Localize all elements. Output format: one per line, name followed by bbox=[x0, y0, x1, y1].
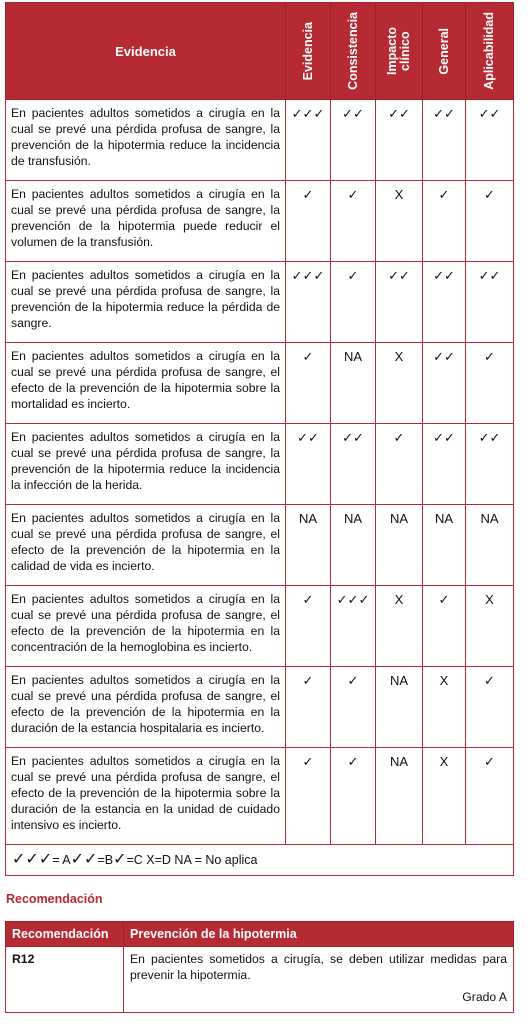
mark-aplicabilidad: ✓✓ bbox=[466, 424, 514, 505]
mark-impacto: X bbox=[376, 343, 423, 424]
mark-aplicabilidad: NA bbox=[466, 505, 514, 586]
mark-general: ✓ bbox=[423, 586, 466, 667]
header-evidencia: Evidencia bbox=[6, 3, 286, 100]
mark-aplicabilidad: ✓ bbox=[466, 667, 514, 748]
recommendation-text: En pacientes sometidos a cirugía, se deben utilizar medidas para prevenir la hipotermia. bbox=[130, 952, 507, 982]
table-row bbox=[6, 181, 514, 262]
mark-evidencia: ✓✓✓ bbox=[286, 262, 331, 343]
header-col-impacto bbox=[376, 3, 423, 100]
row-text: En pacientes adultos sometidos a cirugía en la cual se prevé una pérdida profusa de sangre, la prevención de la hipotermia puede reducir el volumen de la transfusión. bbox=[6, 181, 286, 262]
recommendation-header-row bbox=[6, 922, 514, 947]
table-row bbox=[6, 262, 514, 343]
header-col-general: General bbox=[423, 3, 466, 100]
row-text: En pacientes adultos sometidos a cirugía en la cual se prevé una pérdida profusa de sangre, la prevención de la hipotermia reduce la incidencia la infección de la herida. bbox=[6, 424, 286, 505]
mark-impacto: ✓✓ bbox=[376, 262, 423, 343]
recommendation-code: R12 bbox=[6, 947, 124, 1013]
legend-mark-a: ✓✓✓ bbox=[12, 851, 53, 868]
recommendation-row bbox=[6, 947, 514, 1013]
legend-text-b: =B bbox=[97, 853, 114, 867]
mark-impacto: NA bbox=[376, 505, 423, 586]
mark-evidencia: ✓ bbox=[286, 343, 331, 424]
mark-general: X bbox=[423, 748, 466, 845]
mark-evidencia: ✓✓ bbox=[286, 424, 331, 505]
mark-aplicabilidad: ✓ bbox=[466, 181, 514, 262]
legend-mark-c: ✓ bbox=[113, 851, 127, 868]
mark-evidencia: ✓ bbox=[286, 181, 331, 262]
mark-aplicabilidad: ✓ bbox=[466, 748, 514, 845]
mark-consistencia: ✓✓ bbox=[331, 424, 376, 505]
row-text: En pacientes adultos sometidos a cirugía en la cual se prevé una pérdida profusa de sangre, el efecto de la prevención de la hipotermia en la duración de la estancia hospitalaria es incierto. bbox=[6, 667, 286, 748]
mark-consistencia: ✓✓ bbox=[331, 100, 376, 181]
recommendation-col-header: Recomendación bbox=[6, 922, 124, 947]
mark-consistencia: ✓ bbox=[331, 667, 376, 748]
recommendation-table bbox=[5, 921, 514, 1013]
row-text: En pacientes adultos sometidos a cirugía en la cual se prevé una pérdida profusa de sangre, la prevención de la hipotermia reduce la pérdida de sangre. bbox=[6, 262, 286, 343]
legend-mark-b: ✓✓ bbox=[70, 851, 98, 868]
mark-aplicabilidad: ✓✓ bbox=[466, 100, 514, 181]
mark-general: ✓✓ bbox=[423, 100, 466, 181]
table-row bbox=[6, 424, 514, 505]
mark-general: ✓ bbox=[423, 181, 466, 262]
mark-evidencia: ✓ bbox=[286, 667, 331, 748]
row-text: En pacientes adultos sometidos a cirugía en la cual se prevé una pérdida profusa de sangre, el efecto de la prevención de la hipotermia sobre la duración de la estancia en la unidad de cuidado intensivo es incierto. bbox=[6, 748, 286, 845]
mark-consistencia: ✓ bbox=[331, 181, 376, 262]
legend-row bbox=[6, 845, 514, 876]
mark-aplicabilidad: ✓✓ bbox=[466, 262, 514, 343]
mark-impacto: ✓✓ bbox=[376, 100, 423, 181]
mark-general: ✓✓ bbox=[423, 262, 466, 343]
table-row bbox=[6, 505, 514, 586]
mark-consistencia: ✓✓✓ bbox=[331, 586, 376, 667]
mark-impacto: NA bbox=[376, 748, 423, 845]
header-impacto-line2: clínico bbox=[398, 31, 412, 71]
evidence-table bbox=[5, 2, 514, 876]
table-row bbox=[6, 748, 514, 845]
recommendation-body bbox=[124, 947, 514, 1013]
recommendation-grade: Grado A bbox=[462, 990, 507, 1004]
legend-text-c: =C X=D NA = No aplica bbox=[126, 853, 258, 867]
mark-impacto: X bbox=[376, 181, 423, 262]
mark-consistencia: ✓ bbox=[331, 262, 376, 343]
mark-consistencia: NA bbox=[331, 343, 376, 424]
row-text: En pacientes adultos sometidos a cirugía en la cual se prevé una pérdida profusa de sangre, la prevención de la hipotermia reduce la incidencia de transfusión. bbox=[6, 100, 286, 181]
mark-evidencia: NA bbox=[286, 505, 331, 586]
recommendation-topic-header: Prevención de la hipotermia bbox=[124, 922, 514, 947]
header-col-aplicabilidad: Aplicabilidad bbox=[466, 3, 514, 100]
table-row bbox=[6, 100, 514, 181]
row-text: En pacientes adultos sometidos a cirugía en la cual se prevé una pérdida profusa de sangre, el efecto de la prevención de la hipotermia sobre la mortalidad es incierto. bbox=[6, 343, 286, 424]
header-row bbox=[6, 3, 514, 100]
header-col-consistencia: Consistencia bbox=[331, 3, 376, 100]
recommendation-section-title: Recomendación bbox=[6, 892, 103, 906]
mark-impacto: X bbox=[376, 586, 423, 667]
mark-general: X bbox=[423, 667, 466, 748]
mark-aplicabilidad: ✓ bbox=[466, 343, 514, 424]
table-row bbox=[6, 667, 514, 748]
mark-consistencia: ✓ bbox=[331, 748, 376, 845]
mark-evidencia: ✓ bbox=[286, 586, 331, 667]
row-text: En pacientes adultos sometidos a cirugía en la cual se prevé una pérdida profusa de sangre, el efecto de la prevención de la hipotermia en la calidad de vida es incierto. bbox=[6, 505, 286, 586]
legend bbox=[6, 845, 514, 876]
row-text: En pacientes adultos sometidos a cirugía en la cual se prevé una pérdida profusa de sangre, el efecto de la prevención de la hipotermia en la concentración de la hemoglobina es incierto. bbox=[6, 586, 286, 667]
mark-consistencia: NA bbox=[331, 505, 376, 586]
mark-aplicabilidad: X bbox=[466, 586, 514, 667]
mark-impacto: ✓ bbox=[376, 424, 423, 505]
mark-evidencia: ✓ bbox=[286, 748, 331, 845]
mark-evidencia: ✓✓✓ bbox=[286, 100, 331, 181]
header-col-evidencia: Evidencia bbox=[286, 3, 331, 100]
table-row bbox=[6, 586, 514, 667]
mark-general: ✓✓ bbox=[423, 343, 466, 424]
mark-general: ✓✓ bbox=[423, 424, 466, 505]
header-impacto-line1: Impacto bbox=[385, 27, 399, 75]
legend-text-a: = A bbox=[52, 853, 71, 867]
mark-general: NA bbox=[423, 505, 466, 586]
table-row bbox=[6, 343, 514, 424]
mark-impacto: NA bbox=[376, 667, 423, 748]
